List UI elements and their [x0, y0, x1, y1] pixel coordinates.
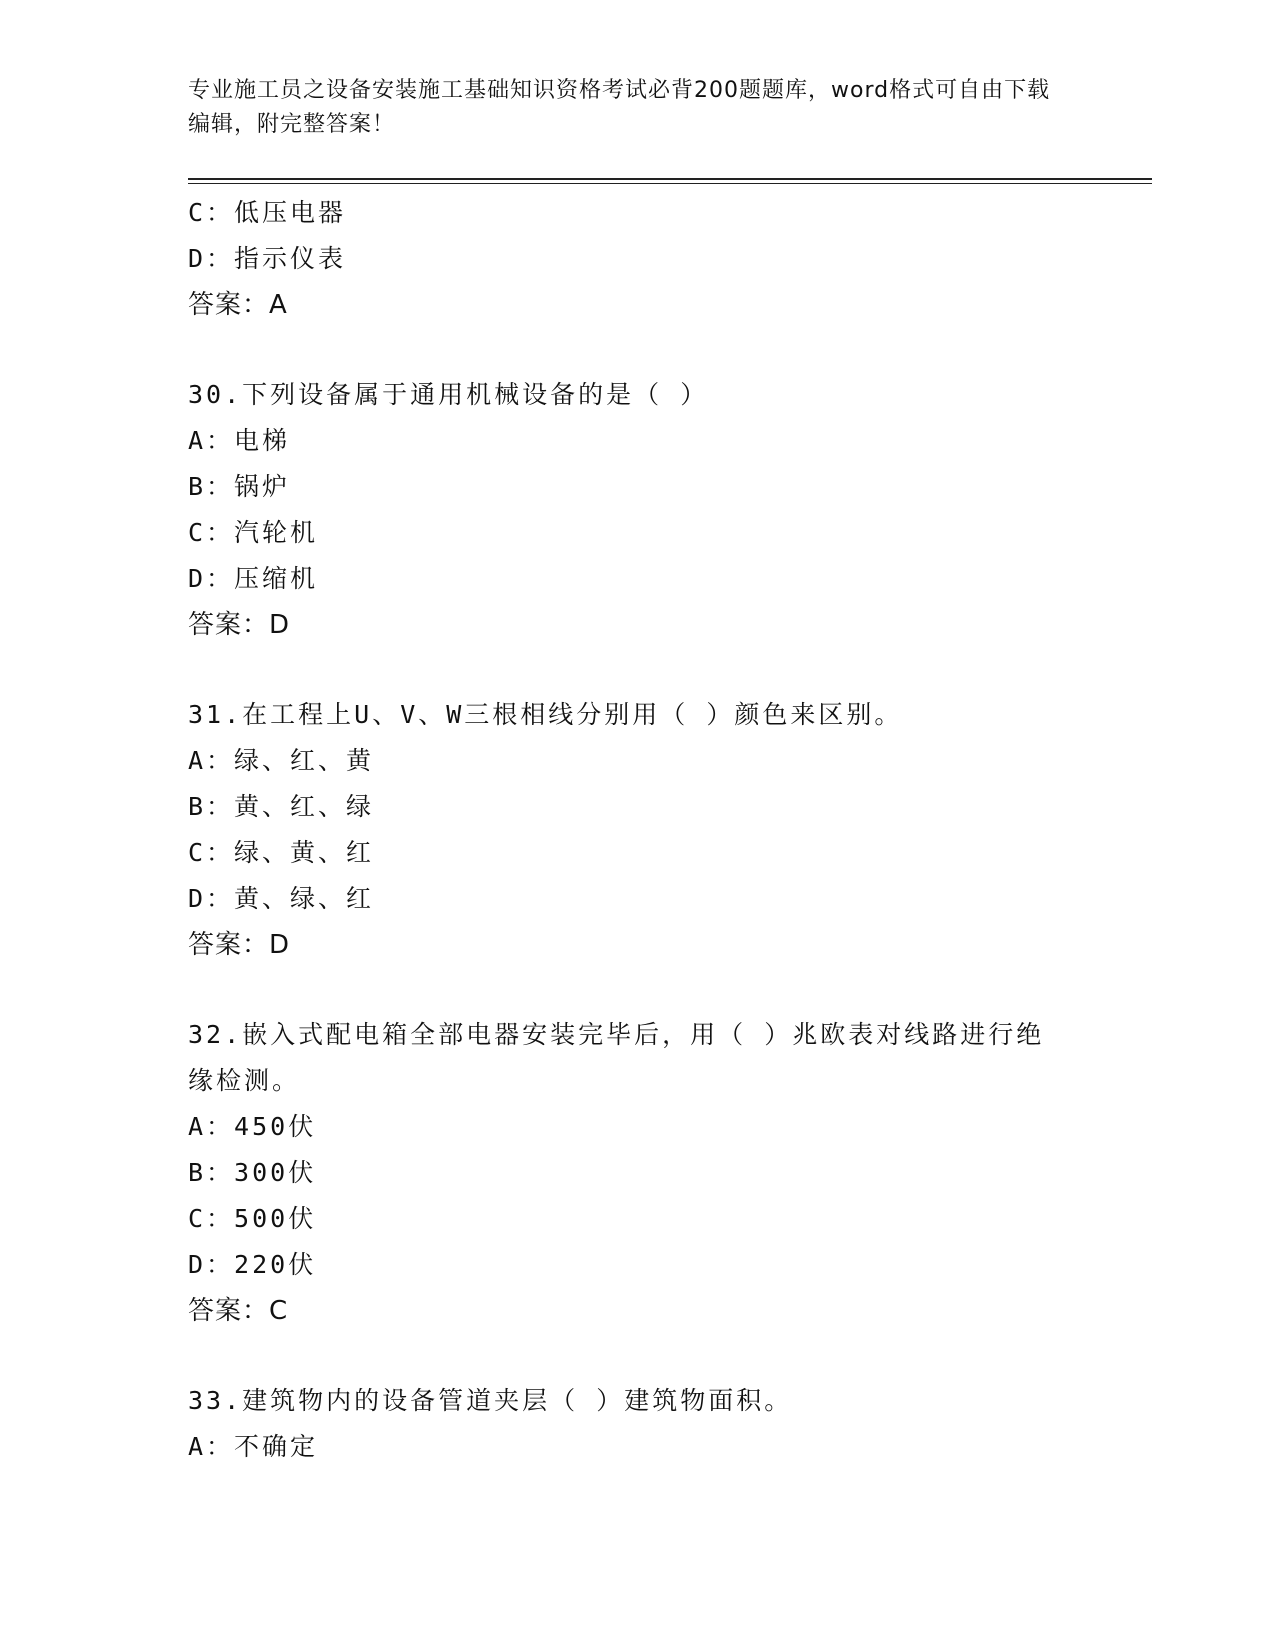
option: A：电梯 — [188, 426, 291, 455]
question-30 — [188, 372, 1088, 648]
question-text: 32.嵌入式配电箱全部电器安装完毕后，用（ ）兆欧表对线路进行绝缘检测。 — [188, 1020, 1045, 1095]
option: B：300伏 — [188, 1158, 317, 1187]
option: C：500伏 — [188, 1204, 317, 1233]
option: D：黄、绿、红 — [188, 884, 375, 913]
option: B：锅炉 — [188, 472, 291, 501]
answer: 答案：A — [188, 290, 288, 320]
option: C：绿、黄、红 — [188, 838, 375, 867]
option: C：低压电器 — [188, 198, 347, 227]
question-list — [188, 190, 1088, 1470]
option: D：指示仪表 — [188, 244, 347, 273]
option: A：绿、红、黄 — [188, 746, 375, 775]
header-rule-thin — [188, 183, 1152, 184]
answer: 答案：D — [188, 930, 291, 960]
question-31 — [188, 692, 1088, 968]
option: A：不确定 — [188, 1432, 319, 1461]
question-33 — [188, 1378, 1088, 1470]
option: C：汽轮机 — [188, 518, 319, 547]
option: D：220伏 — [188, 1250, 317, 1279]
question-text: 30.下列设备属于通用机械设备的是（ ） — [188, 380, 709, 409]
option: D：压缩机 — [188, 564, 319, 593]
header-rule — [188, 178, 1152, 180]
option: A：450伏 — [188, 1112, 317, 1141]
partial-question — [188, 190, 1088, 328]
document-header: 专业施工员之设备安装施工基础知识资格考试必背200题题库，word格式可自由下载编辑，附完整答案！ — [188, 78, 1051, 137]
question-text: 33.建筑物内的设备管道夹层（ ）建筑物面积。 — [188, 1386, 793, 1415]
question-text: 31.在工程上U、V、W三根相线分别用（ ）颜色来区别。 — [188, 700, 903, 729]
option: B：黄、红、绿 — [188, 792, 375, 821]
question-32 — [188, 1012, 1088, 1334]
answer: 答案：D — [188, 610, 291, 640]
answer: 答案：C — [188, 1296, 289, 1326]
